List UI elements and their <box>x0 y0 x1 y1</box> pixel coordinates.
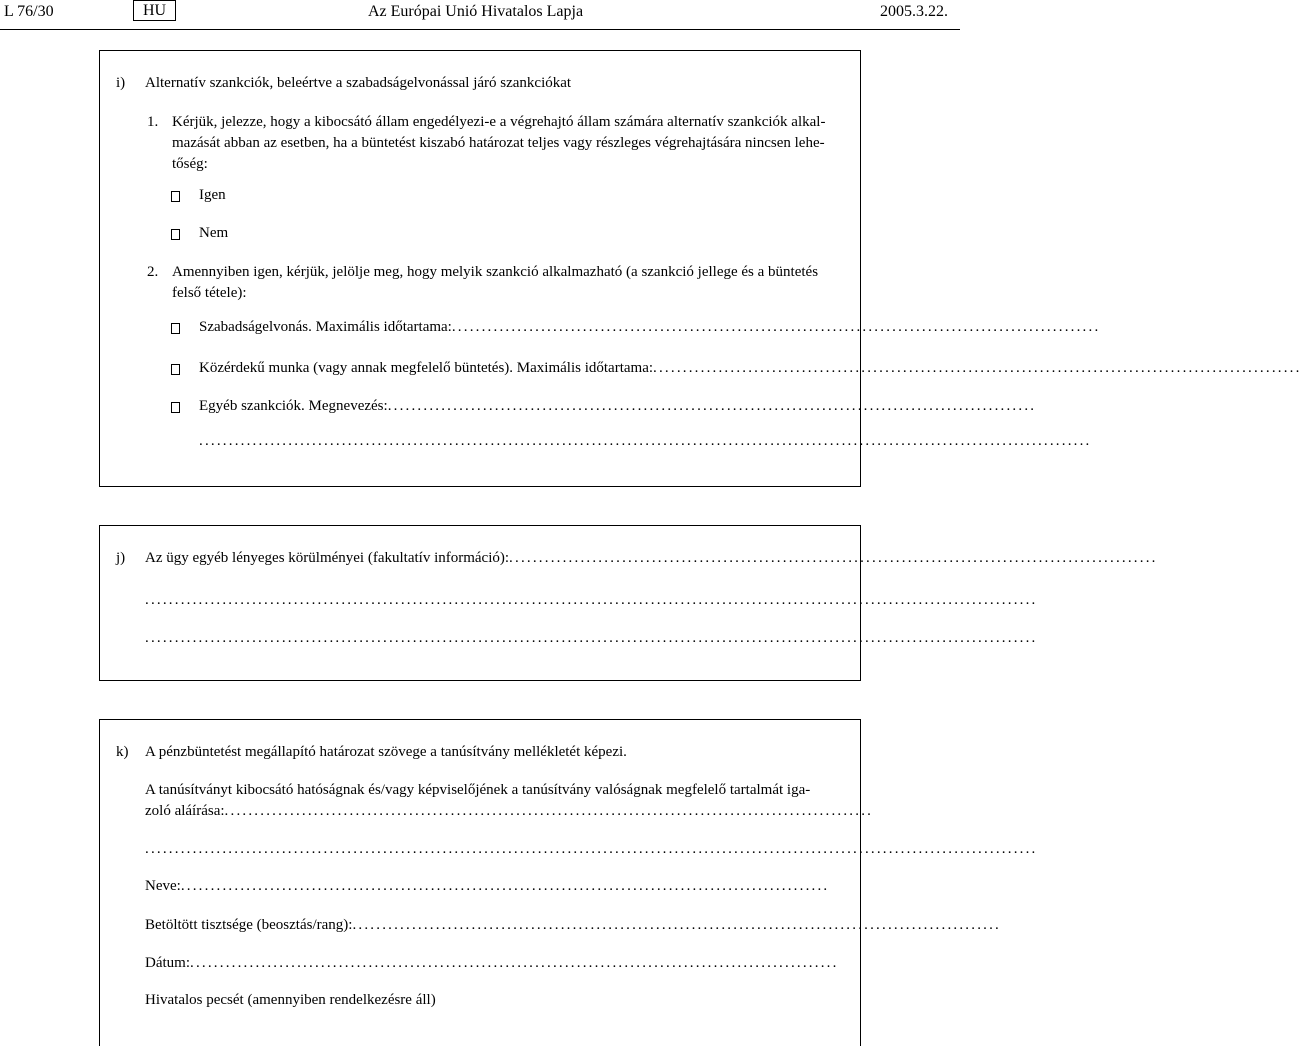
journal-title: Az Európai Unió Hivatalos Lapja <box>368 3 584 20</box>
language-code-box: HU <box>133 0 176 21</box>
sanction-3-label: Egyéb szankciók. Megnevezés: <box>199 398 388 414</box>
date-row[interactable] <box>145 955 844 972</box>
position-fill-line[interactable]: ............................................................................................................. <box>352 917 1002 933</box>
sanction-2-label: Közérdekű munka (vagy annak megfelelő büntetés). Maximális időtartama: <box>199 360 654 376</box>
sanction-3-row[interactable] <box>199 398 1037 415</box>
section-j-label: j) <box>116 550 126 566</box>
date-fill-line[interactable]: ............................................................................................................. <box>190 955 839 971</box>
section-i-title: Alternatív szankciók, beleértve a szabadságelvonással járó szankciókat <box>145 75 572 91</box>
signature-fill-line[interactable]: ............................................................................................................. <box>224 803 874 819</box>
checkbox-community-service[interactable] <box>171 364 180 375</box>
sanction-2-fill-line[interactable]: ............................................................................................................. <box>653 360 1302 376</box>
question-1-line-2: mazását abban az esetben, ha a büntetést kiszabó határozat teljes vagy részleges végrehajtására nincsen lehe- <box>172 135 825 151</box>
option-yes-label: Igen <box>199 187 226 203</box>
page-reference: L 76/30 <box>4 3 54 20</box>
checkbox-deprivation-of-liberty[interactable] <box>171 323 180 334</box>
sanction-3-fill-line[interactable]: ............................................................................................................. <box>387 398 1037 414</box>
sanction-3-fill-line-2[interactable]: ...................................................................................................................................................... <box>199 433 1092 449</box>
sanction-1-label: Szabadságelvonás. Maximális időtartama: <box>199 319 452 335</box>
position-row[interactable] <box>145 917 1002 934</box>
checkbox-yes[interactable] <box>171 191 180 202</box>
question-1-number: 1. <box>147 114 159 130</box>
section-k-text: A pénzbüntetést megállapító határozat szövege a tanúsítvány mellékletét képezi. <box>145 744 627 760</box>
sanction-2-row[interactable] <box>199 360 1302 377</box>
section-j-row-3[interactable] <box>145 630 1038 647</box>
signature-row[interactable] <box>145 803 874 820</box>
checkbox-other-sanctions[interactable] <box>171 402 180 413</box>
position-label: Betöltött tisztsége (beosztás/rang): <box>145 917 353 933</box>
section-j-fill-line-3[interactable]: ...................................................................................................................................................... <box>145 630 1038 646</box>
sanction-3-continuation-row[interactable] <box>199 433 1092 450</box>
signature-text-line-1: A tanúsítványt kibocsátó hatóságnak és/vagy képviselőjének a tanúsítvány valóságnak megfelelő tartalmát iga- <box>145 782 811 798</box>
section-j-fill-line-1[interactable]: ............................................................................................................. <box>509 550 1158 566</box>
header-rule <box>0 29 960 30</box>
signature-fill-line-2[interactable]: ...................................................................................................................................................... <box>145 841 1038 857</box>
sanction-1-fill-line[interactable]: ............................................................................................................. <box>451 319 1101 335</box>
name-label: Neve: <box>145 878 181 894</box>
question-1-line-3: tőség: <box>172 156 208 172</box>
name-row[interactable] <box>145 878 844 895</box>
checkbox-no[interactable] <box>171 229 180 240</box>
question-1-line-1: Kérjük, jelezze, hogy a kibocsátó állam engedélyezi-e a végrehajtó állam számára alternatív szankciók alkal- <box>172 114 826 130</box>
section-k-label: k) <box>116 744 129 760</box>
section-j-text: Az ügy egyéb lényeges körülményei (fakultatív információ): <box>145 550 510 566</box>
signature-label: zoló aláírása: <box>145 803 225 819</box>
official-stamp-label: Hivatalos pecsét (amennyiben rendelkezésre áll) <box>145 992 436 1008</box>
name-fill-line[interactable]: ............................................................................................................. <box>180 878 830 894</box>
date-label: Dátum: <box>145 955 190 971</box>
section-j-row[interactable] <box>145 550 1158 567</box>
sanction-1-row[interactable] <box>199 319 1101 336</box>
section-j-row-2[interactable] <box>145 592 1038 609</box>
signature-row-2[interactable] <box>145 841 1038 858</box>
section-i-label: i) <box>116 75 126 91</box>
question-2-line-2: felső tétele): <box>172 285 247 301</box>
option-no-label: Nem <box>199 225 229 241</box>
question-2-line-1: Amennyiben igen, kérjük, jelölje meg, hogy melyik szankció alkalmazható (a szankció jellege és a büntetés <box>172 264 819 280</box>
section-j-fill-line-2[interactable]: ...................................................................................................................................................... <box>145 592 1038 608</box>
publication-date: 2005.3.22. <box>880 3 948 20</box>
question-2-number: 2. <box>147 264 159 280</box>
